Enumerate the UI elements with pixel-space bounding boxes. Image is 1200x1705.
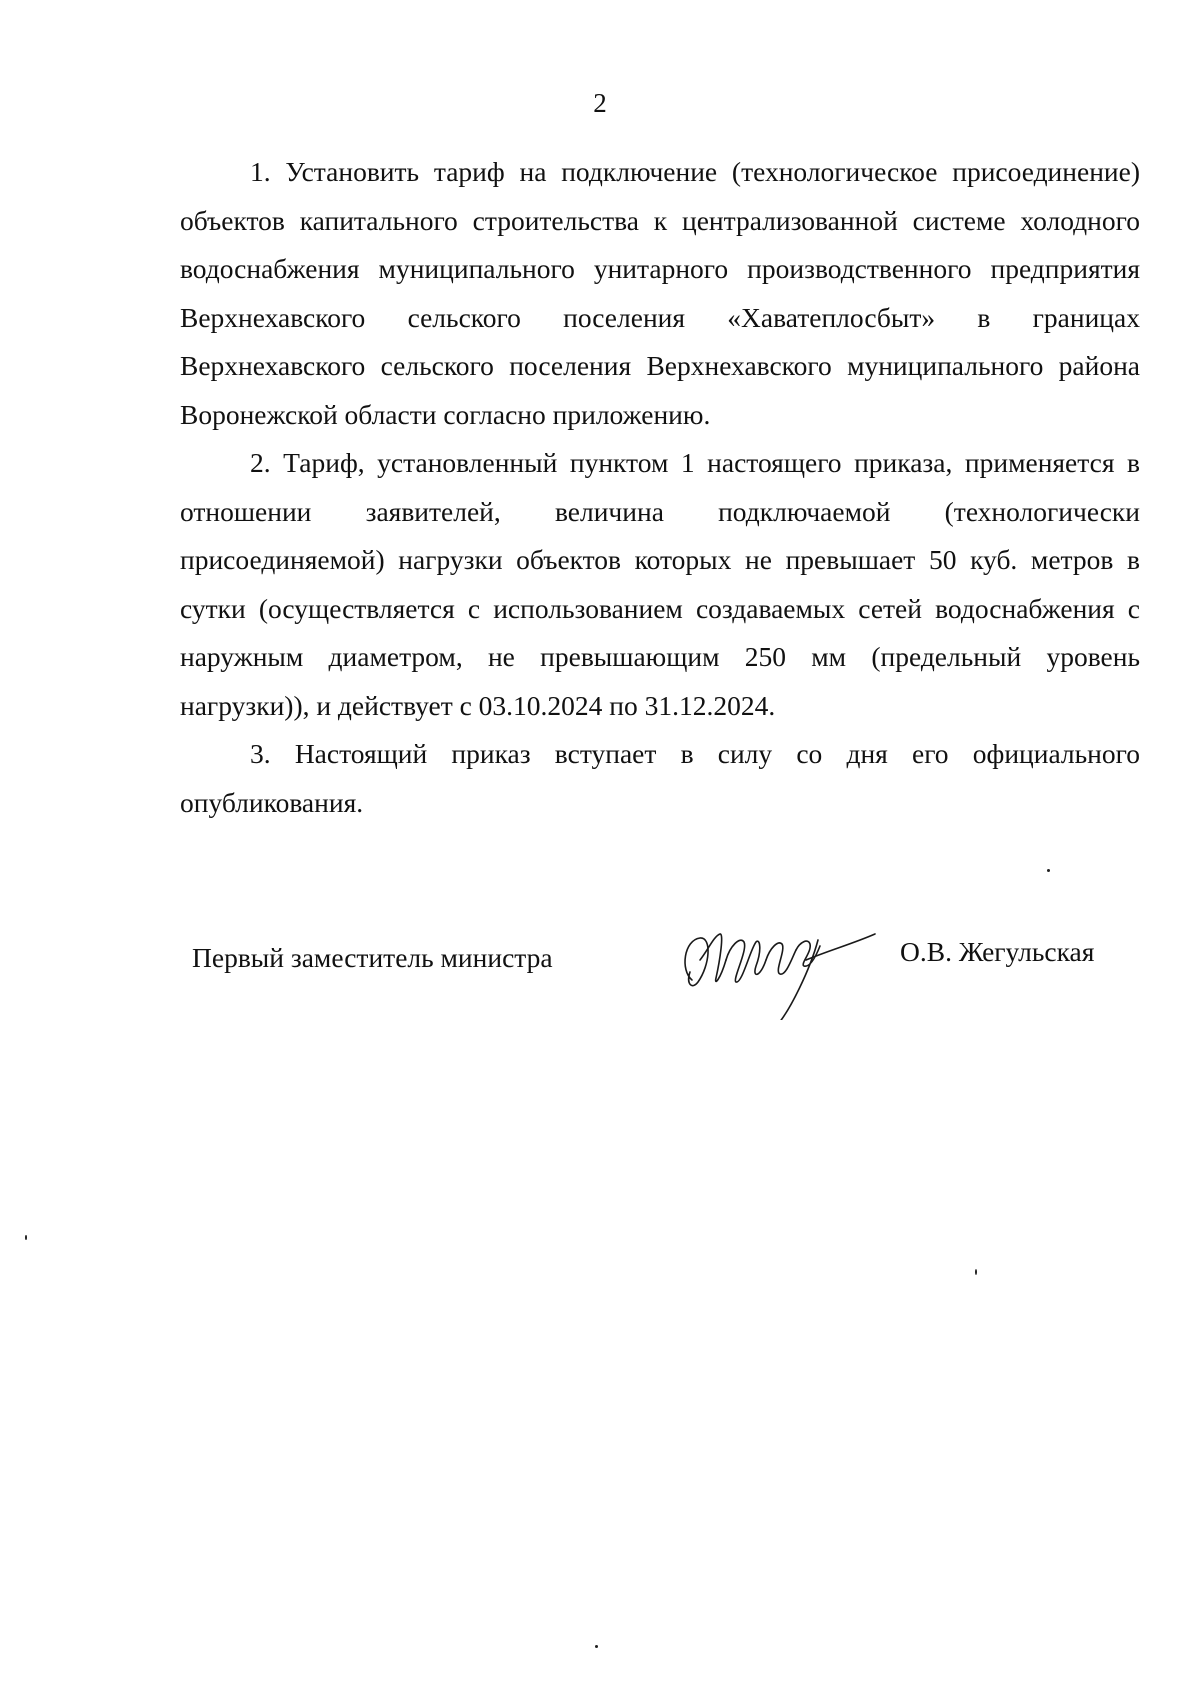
paragraph-3: 3. Настоящий приказ вступает в силу со дня его официального опубликования. <box>180 738 1140 818</box>
scan-speck <box>25 1235 27 1240</box>
signer-title: Первый заместитель министра <box>192 942 553 973</box>
scan-speck <box>1047 869 1050 872</box>
scan-speck <box>595 1645 598 1648</box>
handwritten-signature <box>670 920 880 1020</box>
scan-speck <box>975 1269 977 1275</box>
document-body <box>180 148 1140 827</box>
page-number: 2 <box>593 88 607 118</box>
signature-block <box>192 920 1112 1030</box>
paragraph-2: 2. Тариф, установленный пунктом 1 настоящего приказа, применяется в отношении заявителей, величина подключаемой (технологически присоединяемой) нагрузки объектов которых не превышает 50 куб. метров в сутки (осуществляется с использованием создаваемых сетей водоснабжения с наружным диаметром, не превышающим 250 мм (предельный уровень нагрузки)), и действует с 03.10.2024 по 31.12.2024. <box>180 447 1140 721</box>
paragraph-1: 1. Установить тариф на подключение (технологическое присоединение) объектов капитального строительства к централизованной системе холодного водоснабжения муниципального унитарного производственного предприятия Верхнехавского сельского поселения «Хаватеплосбыт» в границах Верхнехавского сельского поселения Верхнехавского муниципального района Воронежской области согласно приложению. <box>180 156 1140 430</box>
signer-name: О.В. Жегульская <box>900 936 1095 967</box>
